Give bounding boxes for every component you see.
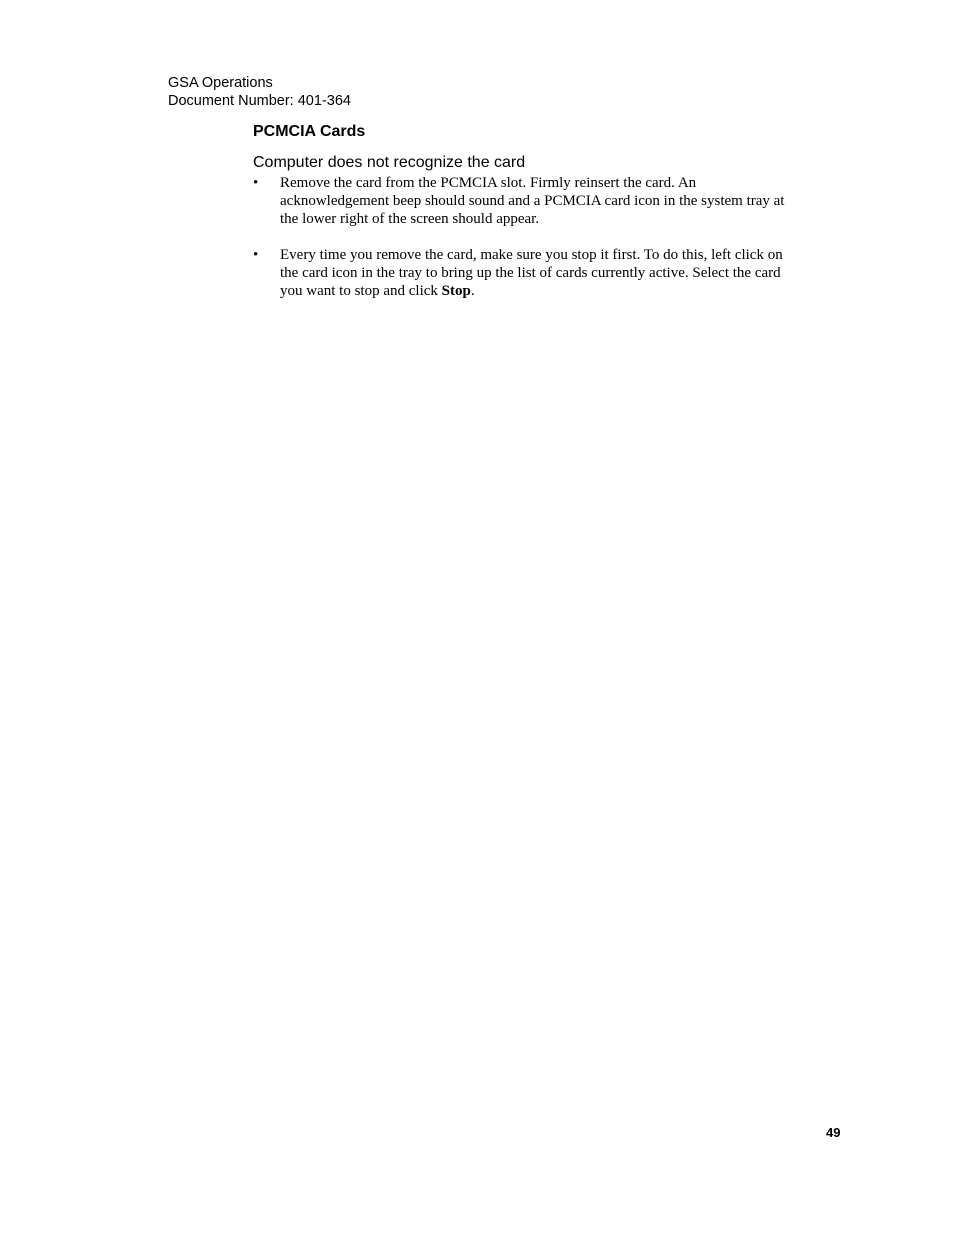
- page-number: 49: [826, 1125, 841, 1140]
- bullet-text-end: .: [470, 283, 475, 299]
- list-item: [253, 246, 793, 300]
- header-doc-number: Document Number: 401-364: [168, 93, 351, 109]
- header-org: GSA Operations: [168, 75, 273, 91]
- bullet-icon: •: [253, 175, 259, 191]
- document-header: [168, 74, 351, 110]
- bold-term-stop: Stop: [441, 283, 471, 299]
- bullet-text: Every time you remove the card, make sure you stop it first. To do this, left click on the card icon in the tray to bring up the list of cards currently active. Select the card you want to stop and click: [280, 247, 783, 299]
- subsection-title: Computer does not recognize the card: [253, 154, 526, 171]
- bullet-icon: •: [253, 247, 259, 263]
- bullet-list: [253, 174, 793, 318]
- bullet-text: Remove the card from the PCMCIA slot. Firmly reinsert the card. An acknowledgement beep should sound and a PCMCIA card icon in the system tray at the lower right of the screen should appear.: [280, 175, 785, 227]
- section-title: PCMCIA Cards: [253, 123, 366, 140]
- list-item: [253, 174, 793, 228]
